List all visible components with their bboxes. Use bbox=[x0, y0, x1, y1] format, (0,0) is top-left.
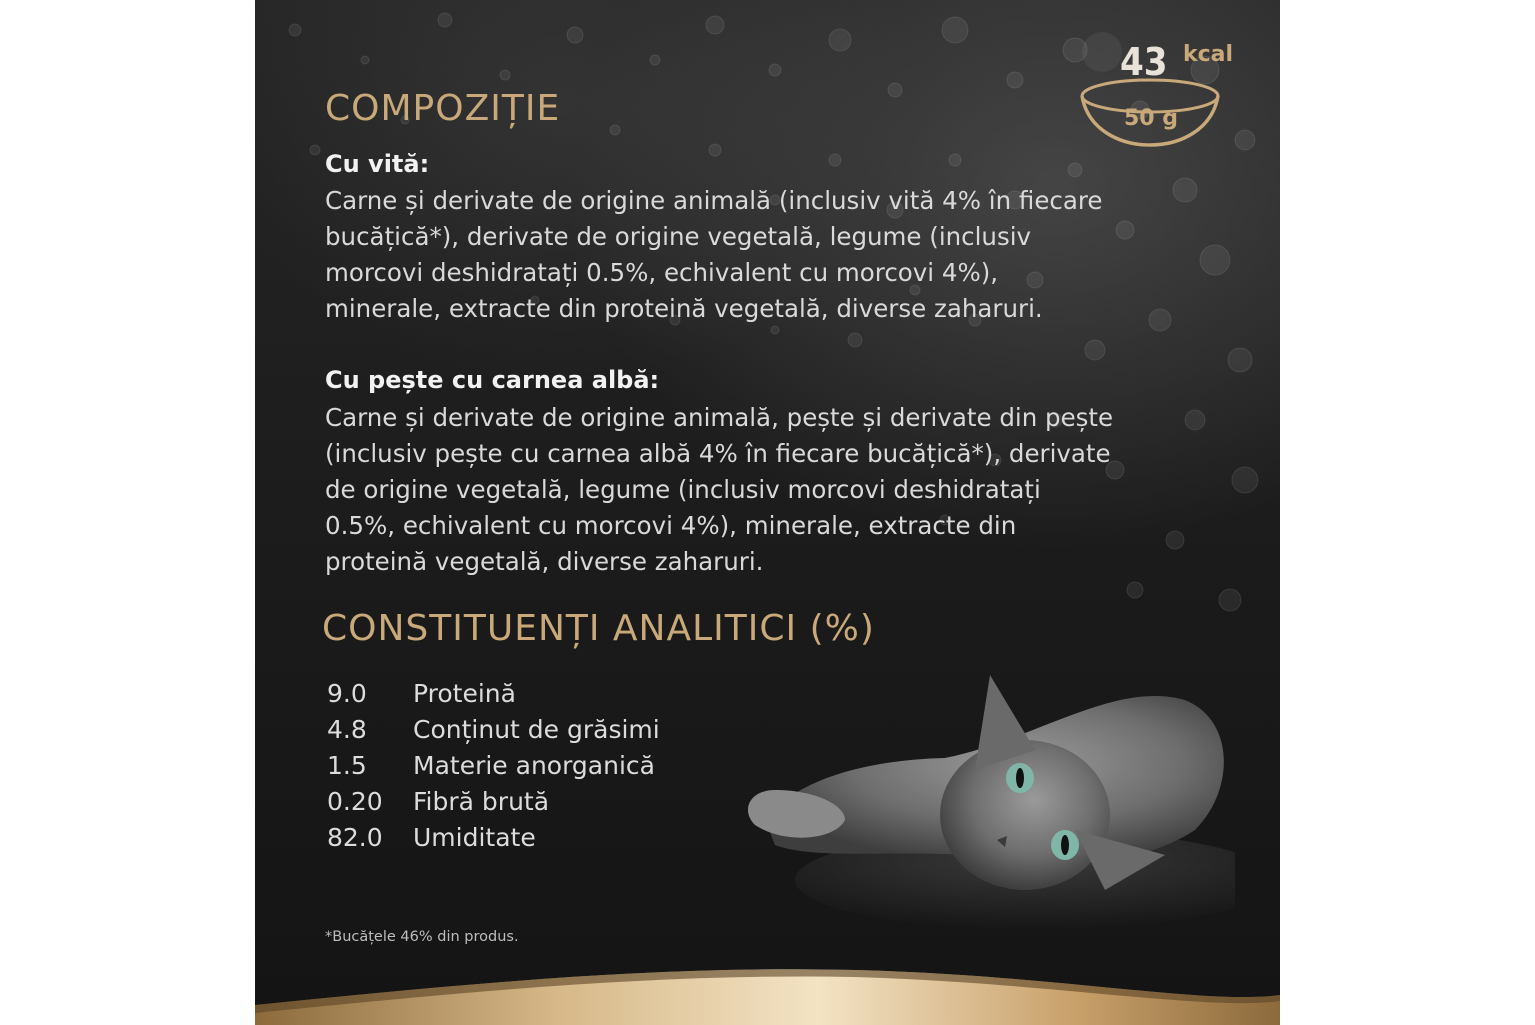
fish-heading: Cu pește cu carnea albă: bbox=[325, 366, 660, 394]
analytics-value: 0.20 bbox=[327, 786, 383, 816]
fish-line: de origine vegetală, legume (inclusiv morcovi deshidratați bbox=[325, 475, 1041, 504]
analytics-label: Proteină bbox=[413, 678, 516, 708]
gold-wave-decoration bbox=[255, 935, 1280, 1025]
portion-size: 50 g bbox=[1124, 106, 1179, 131]
beef-heading: Cu vită: bbox=[325, 150, 430, 178]
analytics-row bbox=[327, 783, 660, 819]
analytics-row bbox=[327, 747, 660, 783]
fish-line: (inclusiv pește cu carnea albă 4% în fiecare bucățică*), derivate bbox=[325, 439, 1111, 468]
analytics-label: Fibră brută bbox=[413, 786, 550, 816]
beef-line: minerale, extracte din proteină vegetală, diverse zaharuri. bbox=[325, 294, 1043, 323]
analytics-row bbox=[327, 819, 660, 855]
analytics-title: CONSTITUENȚI ANALITICI (%) bbox=[322, 608, 875, 649]
beef-line: Carne și derivate de origine animală (inclusiv vită 4% în fiecare bbox=[325, 186, 1103, 215]
beef-line: morcovi deshidratați 0.5%, echivalent cu morcovi 4%), bbox=[325, 258, 999, 287]
beef-line: bucățică*), derivate de origine vegetală, legume (inclusiv bbox=[325, 222, 1032, 251]
kcal-value: 43 bbox=[1120, 40, 1168, 84]
fish-ingredients bbox=[325, 400, 1225, 580]
beef-ingredients bbox=[325, 183, 1225, 327]
kcal-unit: kcal bbox=[1183, 42, 1234, 67]
analytics-value: 82.0 bbox=[327, 822, 383, 852]
analytics-value: 4.8 bbox=[327, 714, 367, 744]
analytics-list bbox=[327, 675, 660, 855]
fish-line: Carne și derivate de origine animală, pește și derivate din pește bbox=[325, 403, 1114, 432]
composition-title: COMPOZIȚIE bbox=[325, 88, 561, 129]
product-info-panel bbox=[255, 0, 1280, 1025]
cat-image bbox=[735, 640, 1235, 940]
analytics-label: Materie anorganică bbox=[413, 750, 655, 780]
fish-line: proteină vegetală, diverse zaharuri. bbox=[325, 547, 764, 576]
analytics-row bbox=[327, 675, 660, 711]
analytics-label: Conținut de grăsimi bbox=[413, 714, 660, 744]
analytics-value: 1.5 bbox=[327, 750, 367, 780]
analytics-label: Umiditate bbox=[413, 822, 536, 852]
analytics-row bbox=[327, 711, 660, 747]
fish-line: 0.5%, echivalent cu morcovi 4%), minerale, extracte din bbox=[325, 511, 1017, 540]
calorie-badge bbox=[1080, 30, 1235, 150]
footnote: *Bucățele 46% din produs. bbox=[325, 929, 519, 945]
analytics-value: 9.0 bbox=[327, 678, 367, 708]
